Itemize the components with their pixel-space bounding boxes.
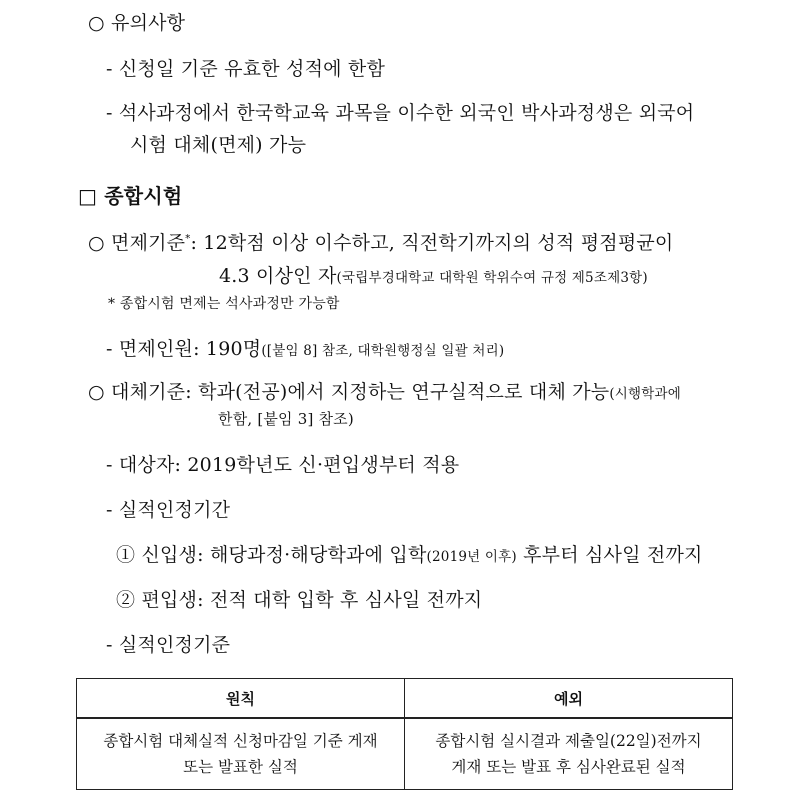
substitution-criteria-title: - 실적인정기준 xyxy=(106,634,231,656)
criteria-exception-line2: 게재 또는 발표 후 심사완료된 실적 xyxy=(451,758,686,776)
criteria-header-exception: 예외 xyxy=(405,679,733,719)
criteria-exception-line1: 종합시험 실시결과 제출일(22일)전까지 xyxy=(435,732,702,750)
notes-title: ○ 유의사항 xyxy=(88,12,186,34)
exemption-label: ○ 면제기준 xyxy=(88,232,186,254)
substitution-period-freshman xyxy=(116,540,703,567)
exemption-regulation-ref: (국립부경대학교 대학원 학위수여 규정 제5조제3항) xyxy=(336,270,648,286)
substitution-criteria-line2: 한함, [붙임 3] 참조) xyxy=(218,410,354,428)
substitution-label-small: (시행학과에 xyxy=(609,386,682,402)
criteria-table-header xyxy=(77,679,733,719)
exemption-text-line2: 4.3 이상인 자 xyxy=(219,265,337,287)
exemption-footnote: * 종합시험 면제는 석사과정만 가능함 xyxy=(108,296,340,312)
section-heading-comprehensive xyxy=(78,180,182,209)
notes-item-valid-score: - 신청일 기준 유효한 성적에 한함 xyxy=(106,58,386,80)
exemption-personnel-ref: ([붙임 8] 참조, 대학원행정실 일괄 처리) xyxy=(261,343,505,359)
exemption-text-line1: : 12학점 이상 이수하고, 직전학기까지의 성적 평점평균이 xyxy=(190,232,674,254)
period-freshman-year: (2019년 이후) xyxy=(426,549,517,565)
exemption-criteria-line2 xyxy=(219,261,648,288)
period-freshman-text: ① 신입생: 해당과정·해당학과에 입학 xyxy=(116,544,427,566)
section-heading-text: 종합시험 xyxy=(104,184,183,208)
table-row xyxy=(77,718,733,790)
exemption-personnel-text: - 면제인원: 190명 xyxy=(106,338,262,360)
criteria-cell-exception xyxy=(405,718,733,790)
substitution-label-text: ○ 대체기준: 학과(전공)에서 지정하는 연구실적으로 대체 가능 xyxy=(88,381,610,403)
exemption-personnel xyxy=(106,334,504,361)
checkbox-square-icon: □ xyxy=(78,184,98,208)
notes-item-korean-course-line1: - 석사과정에서 한국학교육 과목을 이수한 외국인 박사과정생은 외국어 xyxy=(106,102,695,124)
substitution-criteria-line1 xyxy=(88,377,681,404)
criteria-principle-line2: 또는 발표한 실적 xyxy=(183,758,298,776)
substitution-target: - 대상자: 2019학년도 신·편입생부터 적용 xyxy=(106,454,460,476)
criteria-table xyxy=(76,678,733,790)
period-freshman-tail: 후부터 심사일 전까지 xyxy=(516,544,703,566)
criteria-principle-line1: 종합시험 대체실적 신청마감일 기준 게재 xyxy=(103,732,378,750)
criteria-header-principle: 원칙 xyxy=(77,679,405,719)
notes-item-korean-course-line2: 시험 대체(면제) 가능 xyxy=(130,134,307,156)
substitution-period-title: - 실적인정기간 xyxy=(106,499,231,521)
criteria-cell-principle xyxy=(77,718,405,790)
exemption-criteria-line1 xyxy=(88,228,673,255)
substitution-period-transfer: ② 편입생: 전적 대학 입학 후 심사일 전까지 xyxy=(116,589,483,611)
exemption-footnote-mark: * xyxy=(185,233,191,245)
